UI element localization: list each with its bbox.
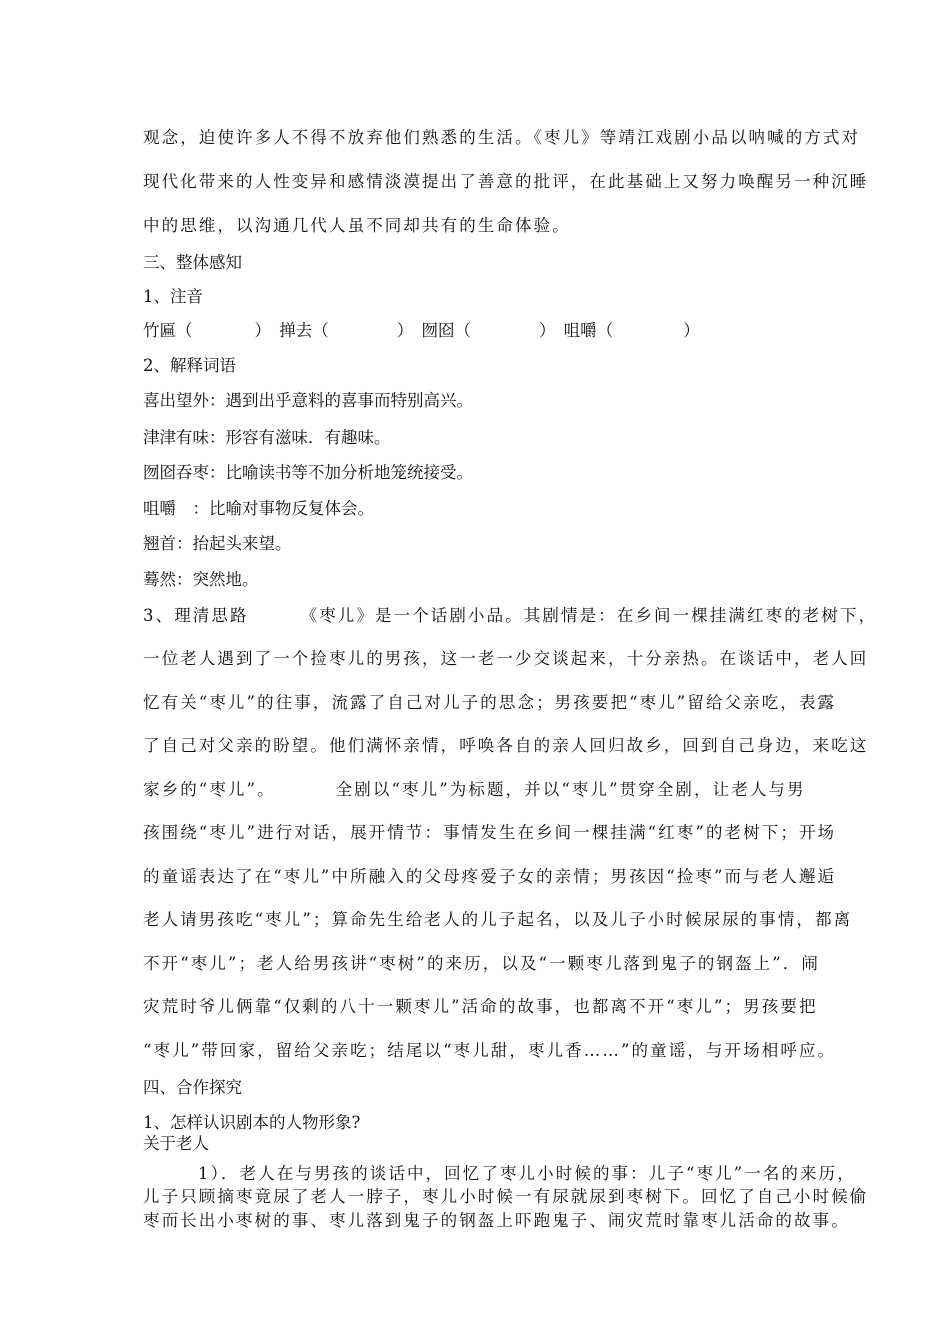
paragraph-line <box>143 779 806 801</box>
paragraph-line: 中的思维，以沟通几代人虽不同却共有的生命体验。 <box>143 216 571 235</box>
pinyin-item: ） 掸去（ <box>254 321 329 340</box>
paragraph-line: 不开“枣儿”；老人给男孩讲“枣树”的来历，以及“一颗枣儿落到鬼子的钢盔上”．闹 <box>143 954 821 973</box>
paragraph-line: 灾荒时爷儿俩靠“仅剩的八十一颗枣儿”活命的故事，也都离不开“枣儿”；男孩要把 <box>143 997 818 1016</box>
pinyin-item: ） <box>683 321 700 340</box>
definition-line: 囫囵吞枣：比喻读书等不加分析地笼统接受。 <box>143 463 473 482</box>
paragraph-line: 孩围绕“枣儿”进行对话，展开情节：事情发生在乡间一棵挂满“红枣”的老树下；开场 <box>143 823 837 842</box>
question-line: 1、怎样认识剧本的人物形象? <box>143 1113 361 1132</box>
subsection-heading: 3、理清思路 <box>143 606 249 625</box>
paragraph-line: 枣而长出小枣树的事、枣儿落到鬼子的钢盔上吓跑鬼子、闹灾荒时靠枣儿活命的故事。 <box>143 1211 850 1230</box>
section-heading: 三、整体感知 <box>143 253 242 272</box>
paragraph-line: 一位老人遇到了一个捡枣儿的男孩，这一老一少交谈起来，十分亲热。在谈话中，老人回 <box>143 649 869 668</box>
definition-line: 津津有味：形容有滋味．有趣味。 <box>143 428 391 447</box>
subheading: 关于老人 <box>143 1134 209 1153</box>
pinyin-exercise-line <box>143 320 700 342</box>
paragraph-line: “枣儿”带回家，留给父亲吃；结尾以“枣儿甜，枣儿香……”的童谣，与开场相呼应。 <box>143 1041 837 1060</box>
paragraph-text: 全剧以“枣儿”为标题，并以“枣儿”贯穿全剧，让老人与男 <box>335 780 806 799</box>
definition-line: 蓦然：突然地。 <box>143 570 259 589</box>
paragraph-line: 现代化带来的人性变异和感情淡漠提出了善意的批评，在此基础上又努力唤醒另一种沉睡 <box>143 172 869 191</box>
definition-line: 咀嚼 ：比喻对事物反复体会。 <box>143 499 374 518</box>
pinyin-item: ） 囫囵（ <box>396 321 471 340</box>
pinyin-item: 竹匾（ <box>143 321 193 340</box>
paragraph-line: 忆有关“枣儿”的往事，流露了自己对儿子的思念；男孩要把“枣儿”留给父亲吃，表露 <box>143 693 837 712</box>
subsection-heading: 1、注音 <box>143 287 203 306</box>
paragraph-line: 的童谣表达了在“枣儿”中所融入的父母疼爱子女的亲情；男孩因“捡枣”而与老人邂逅 <box>143 867 837 886</box>
subsection-heading: 2、解释词语 <box>143 356 236 375</box>
pinyin-item: ） 咀嚼（ <box>539 321 614 340</box>
paragraph-line: 观念，迫使许多人不得不放弃他们熟悉的生活。《枣儿》等靖江戏剧小品以呐喊的方式对 <box>143 128 861 147</box>
section-heading: 四、合作探究 <box>143 1078 242 1097</box>
paragraph-line <box>143 605 877 627</box>
paragraph-line: 儿子只顾摘枣竟尿了老人一脖子，枣儿小时候一有尿就尿到枣树下。回忆了自己小时候偷 <box>143 1187 869 1206</box>
paragraph-line: 老人请男孩吃“枣儿”；算命先生给老人的儿子起名，以及儿子小时候尿尿的事情，都离 <box>143 910 853 929</box>
paragraph-text: 家乡的“枣儿”。 <box>143 780 276 799</box>
paragraph-line: 1）．老人在与男孩的谈话中，回忆了枣儿小时候的事：儿子“枣儿”一名的来历， <box>198 1164 856 1183</box>
definition-line: 喜出望外：遇到出乎意料的喜事而特别高兴。 <box>143 391 473 410</box>
definition-line: 翘首：抬起头来望。 <box>143 534 292 553</box>
paragraph-line: 了自己对父亲的盼望。他们满怀亲情，呼唤各自的亲人回归故乡，回到自己身边，来吃这 <box>143 736 869 755</box>
paragraph-text: 《枣儿》是一个话剧小品。其剧情是：在乡间一棵挂满红枣的老树下， <box>300 606 878 625</box>
